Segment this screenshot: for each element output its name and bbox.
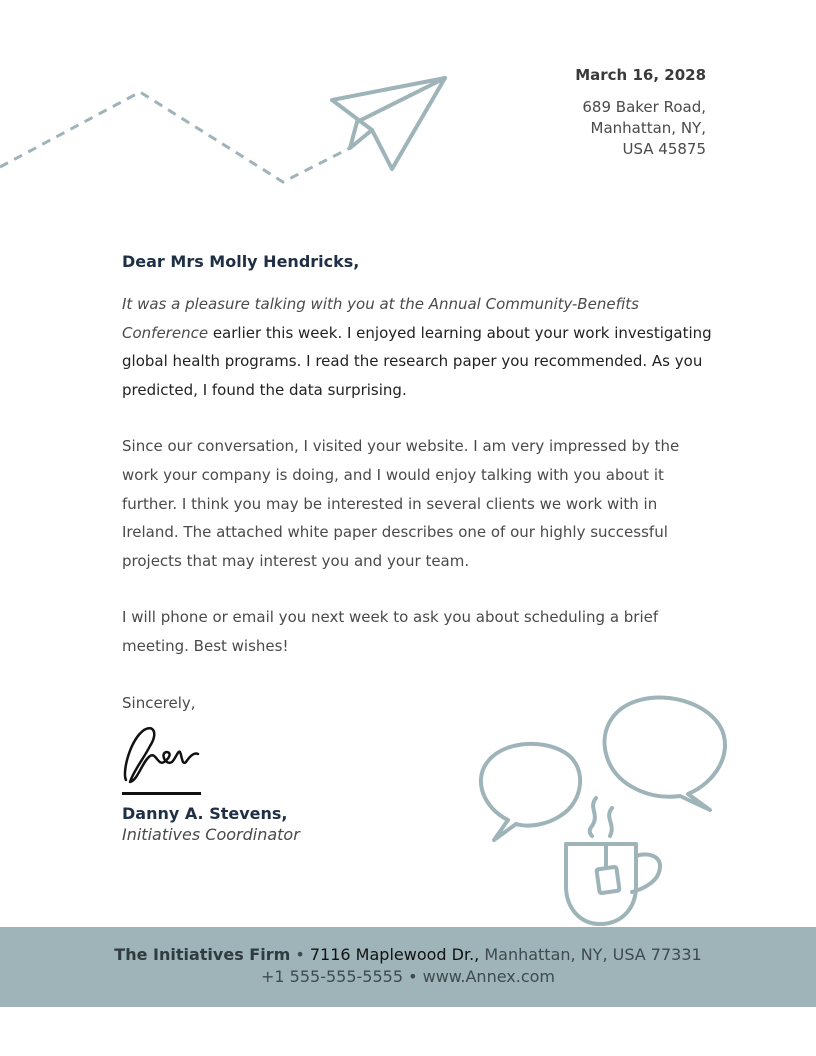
address-line-2: Manhattan, NY, [590, 119, 706, 137]
footer-city: Manhattan, NY, USA 77331 [479, 945, 702, 964]
signer-name: Danny A. Stevens, [122, 804, 288, 823]
footer-phone: +1 555-555-5555 [260, 967, 403, 986]
speech-bubble-icon [481, 744, 580, 840]
footer-separator-1: • [290, 945, 310, 964]
footer-street: 7116 Maplewood Dr., [309, 945, 480, 964]
paragraph-3: I will phone or email you next week to ask you about scheduling a brief meeting. Best wishes! [122, 608, 659, 655]
paragraph-1 [122, 290, 712, 404]
letter-body [122, 252, 712, 717]
paper-plane-decoration [0, 70, 460, 190]
footer-bar [0, 927, 816, 1007]
dashed-flight-path [0, 92, 350, 182]
signer-title: Initiatives Coordinator [122, 825, 300, 844]
footer-website: www.Annex.com [422, 967, 555, 986]
paragraph-1-italic: It was a pleasure talking with you at the Annual Community-Benefits Conference [122, 295, 639, 342]
footer-separator-2: • [403, 967, 423, 986]
paragraph-2: Since our conversation, I visited your website. I am very impressed by the work your company is doing, and I would enjoy talking with you about it further. I think you may be interested in several clients we work with in Ireland. The attached white paper describes one of our highly successful projects that may interest you and your team. [122, 437, 680, 570]
signer-block [122, 803, 300, 846]
firm-name: The Initiatives Firm [114, 945, 291, 964]
speech-bubble-icon-large [605, 698, 725, 810]
signature-icon [120, 722, 210, 790]
greeting: Dear Mrs Molly Hendricks, [122, 252, 360, 271]
signature-line [122, 792, 201, 795]
chat-decoration [470, 690, 740, 930]
paper-plane-icon [332, 78, 445, 169]
letter-date: March 16, 2028 [575, 66, 706, 84]
closing: Sincerely, [122, 693, 196, 712]
address-line-3: USA 45875 [622, 140, 706, 158]
paragraph-1-rest: earlier this week. I enjoyed learning about your work investigating global health programs. I read the research paper you recommended. As you predicted, I found the data surprising. [122, 323, 712, 399]
address-line-1: 689 Baker Road, [582, 98, 706, 116]
letter-header [575, 66, 706, 160]
footer-address-line [0, 944, 816, 966]
tea-cup-icon [566, 798, 660, 924]
footer-contact-line [0, 966, 816, 988]
